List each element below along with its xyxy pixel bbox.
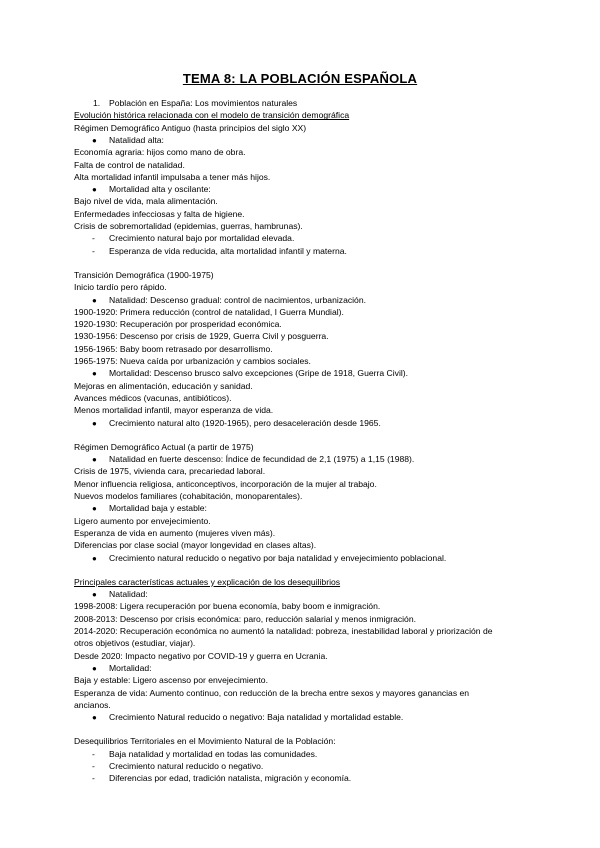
text-line: [74, 123, 306, 134]
text-line: [74, 528, 275, 539]
text-line: [74, 381, 253, 392]
line-text: Natalidad alta:: [109, 134, 164, 145]
text-line: [74, 601, 380, 612]
line-text: Crecimiento natural alto (1920-1965), pero desaceleración desde 1965.: [109, 417, 381, 428]
text-line: [74, 405, 273, 416]
dash-marker: -: [92, 773, 95, 784]
text-line: [74, 196, 218, 207]
line-text: Natalidad en fuerte descenso: Índice de fecundidad de 2,1 (1975) a 1,15 (1988).: [109, 454, 415, 465]
dash-marker: -: [92, 233, 95, 244]
line-text: Menos mortalidad infantil, mayor esperanza de vida.: [74, 405, 274, 416]
line-text: Mejoras en alimentación, educación y sanidad.: [74, 380, 253, 391]
text-line: [74, 209, 245, 220]
bullet-item: [92, 368, 408, 379]
line-text: Baja natalidad y mortalidad en todas las comunidades.: [109, 748, 318, 759]
text-line: [74, 688, 469, 699]
line-text: Diferencias por edad, tradición natalista, migración y economía.: [109, 773, 352, 784]
line-text: Enfermedades infecciosas y falta de higiene.: [74, 208, 245, 219]
line-text: Régimen Demográfico Actual (a partir de 1975): [74, 441, 254, 452]
line-text: Esperanza de vida reducida, alta mortalidad infantil y materna.: [109, 245, 347, 256]
bullet-icon: ●: [92, 295, 97, 305]
bullet-item: [92, 503, 207, 514]
text-line: [74, 172, 270, 183]
text-line: [74, 479, 377, 490]
line-text: Esperanza de vida: Aumento continuo, con reducción de la brecha entre sexos y mayores ganancias en: [74, 687, 470, 698]
text-line: [74, 466, 265, 477]
text-line: [74, 614, 416, 625]
line-text: Avances médicos (vacunas, antibióticos).: [74, 392, 232, 403]
line-text: Crecimiento Natural reducido o negativo: Baja natalidad y mortalidad estable.: [109, 712, 404, 723]
section-heading: [74, 577, 340, 588]
bullet-icon: ●: [92, 504, 97, 514]
dash-item: [92, 246, 347, 257]
line-text: Ligero aumento por envejecimiento.: [74, 515, 211, 526]
page-title: TEMA 8: LA POBLACIÓN ESPAÑOLA: [182, 71, 418, 86]
dash-item: [92, 773, 351, 784]
dash-marker: -: [92, 245, 95, 256]
line-text: Inicio tardío pero rápido.: [74, 282, 167, 293]
text-line: [74, 651, 328, 662]
text-line: [74, 736, 336, 747]
line-text: Mortalidad: Descenso brusco salvo excepciones (Gripe de 1918, Guerra Civil).: [109, 368, 409, 379]
line-text: Natalidad: Descenso gradual: control de nacimientos, urbanización.: [109, 294, 367, 305]
text-line: [74, 307, 344, 318]
bullet-icon: ●: [92, 663, 97, 673]
line-text: Mortalidad alta y oscilante:: [109, 184, 211, 195]
line-text: Crisis de sobremortalidad (epidemias, guerras, hambrunas).: [74, 221, 303, 231]
line-text: 1956-1965: Baby boom retrasado por desarrollismo.: [74, 343, 273, 354]
line-text: Población en España: Los movimientos naturales: [109, 98, 298, 108]
line-text: Desde 2020: Impacto negativo por COVID-19 y guerra en Ucrania.: [74, 650, 328, 661]
line-text: Baja y estable: Ligero ascenso por envejecimiento.: [74, 675, 268, 686]
bullet-icon: ●: [92, 369, 97, 379]
bullet-item: [92, 295, 366, 306]
bullet-item: [92, 589, 148, 600]
line-text: Crecimiento natural bajo por mortalidad elevada.: [109, 233, 295, 244]
text-line: [74, 675, 268, 686]
line-text: Diferencias por clase social (mayor longevidad en clases altas).: [74, 540, 317, 551]
bullet-icon: ●: [92, 553, 97, 563]
text-line: [74, 442, 254, 453]
text-line: [74, 160, 185, 171]
text-line: [74, 393, 231, 404]
line-text: Crisis de 1975, vivienda cara, precariedad laboral.: [74, 466, 266, 477]
line-text: Esperanza de vida en aumento (mujeres viven más).: [74, 527, 276, 538]
line-text: 1998-2008: Ligera recuperación por buena economía, baby boom e inmigración.: [74, 601, 381, 612]
bullet-item: [92, 135, 164, 146]
line-text: Régimen Demográfico Antiguo (hasta principios del siglo XX): [74, 122, 307, 133]
text-line: [74, 540, 316, 551]
line-text: Nuevos modelos familiares (cohabitación, monoparentales).: [74, 491, 303, 501]
dash-item: [92, 749, 317, 760]
text-line: [74, 282, 167, 293]
bullet-icon: ●: [92, 135, 97, 145]
text-line: [74, 700, 111, 711]
line-text: 1900-1920: Primera reducción (control de natalidad, I Guerra Mundial).: [74, 306, 344, 317]
line-text: Principales características actuales y explicación de los desequilibrios: [74, 576, 341, 587]
line-text: Falta de control de natalidad.: [74, 159, 185, 170]
line-text: Bajo nivel de vida, mala alimentación.: [74, 196, 218, 207]
line-text: Menor influencia religiosa, anticonceptivos, incorporación de la mujer al trabajo.: [74, 478, 377, 489]
line-text: Transición Demográfica (1900-1975): [74, 269, 214, 280]
text-line: [74, 626, 493, 637]
text-line: [74, 221, 303, 232]
section-heading: [74, 110, 349, 121]
line-text: 1930-1956: Descenso por crisis de 1929, Guerra Civil y posguerra.: [74, 331, 329, 342]
line-text: ancianos.: [74, 699, 111, 710]
line-text: Mortalidad:: [109, 662, 152, 673]
line-text: Mortalidad baja y estable:: [109, 503, 207, 514]
text-line: [74, 344, 273, 355]
dash-marker: -: [92, 748, 95, 759]
numbered-heading: [93, 98, 297, 109]
dash-item: [92, 761, 263, 772]
text-line: [74, 638, 195, 649]
text-line: [74, 270, 214, 281]
bullet-item: [92, 663, 152, 674]
bullet-icon: ●: [92, 185, 97, 195]
line-text: 2008-2013: Descenso por crisis económica: paro, reducción salarial y menos inmigración.: [74, 613, 417, 624]
bullet-item: [92, 553, 446, 564]
bullet-icon: ●: [92, 590, 97, 600]
line-text: 2014-2020: Recuperación económica no aumentó la natalidad: pobreza, inestabilidad laboral y priorización de: [74, 626, 493, 636]
line-text: Crecimiento natural reducido o negativo por baja natalidad y envejecimiento poblacional.: [109, 552, 447, 563]
bullet-item: [92, 712, 403, 723]
line-text: otros objetivos (estudiar, viajar).: [74, 638, 196, 649]
line-text: Evolución histórica relacionada con el modelo de transición demográfica: [74, 110, 350, 121]
bullet-item: [92, 454, 414, 465]
text-line: [74, 491, 302, 502]
line-text: 1920-1930: Recuperación por prosperidad económica.: [74, 319, 282, 330]
line-text: Natalidad:: [109, 589, 148, 600]
line-text: Economía agraria: hijos como mano de obra.: [74, 147, 246, 158]
bullet-item: [92, 184, 211, 195]
bullet-icon: ●: [92, 713, 97, 723]
text-line: [74, 319, 282, 330]
text-line: [74, 331, 329, 342]
bullet-icon: ●: [92, 455, 97, 465]
text-line: [74, 356, 311, 367]
line-text: Desequilibrios Territoriales en el Movimiento Natural de la Población:: [74, 736, 336, 747]
line-text: Crecimiento natural reducido o negativo.: [109, 761, 264, 771]
bullet-item: [92, 418, 381, 429]
dash-marker: -: [92, 761, 95, 771]
line-text: 1965-1975: Nueva caída por urbanización y cambios sociales.: [74, 356, 311, 366]
text-line: [74, 147, 246, 158]
bullet-icon: ●: [92, 418, 97, 428]
text-line: [74, 516, 211, 527]
line-text: Alta mortalidad infantil impulsaba a tener más hijos.: [74, 171, 271, 182]
dash-item: [92, 233, 294, 244]
list-number: 1.: [93, 98, 101, 108]
